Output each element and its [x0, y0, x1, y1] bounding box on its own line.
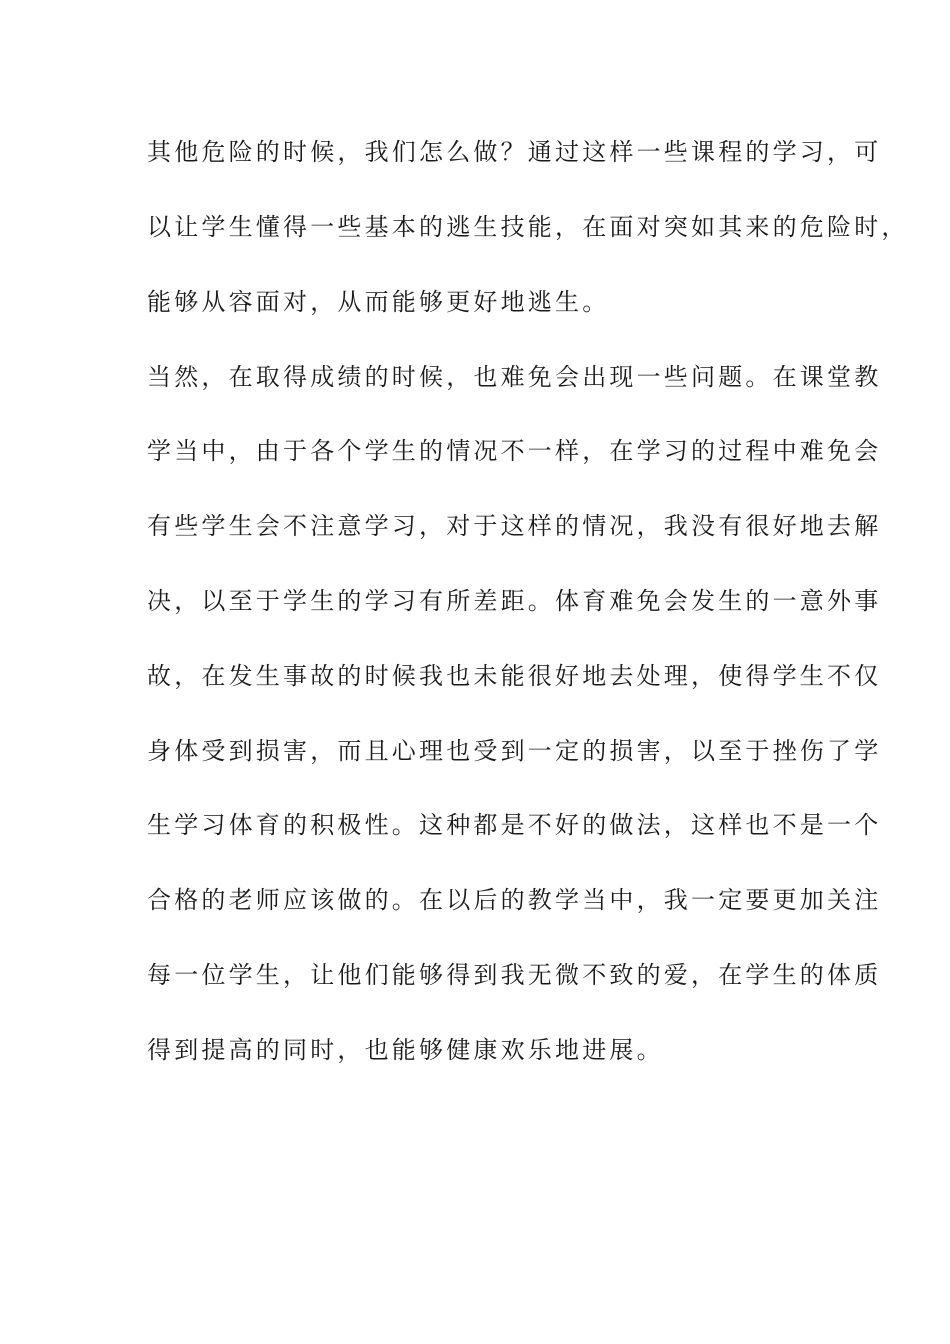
- text-line: 有些学生会不注意学习，对于这样的情况，我没有很好地去解: [147, 512, 882, 540]
- text-line: 每一位学生，让他们能够得到我无微不致的爱，在学生的体质: [147, 961, 882, 989]
- text-line: 以让学生懂得一些基本的逃生技能，在面对突如其来的危险时，: [147, 213, 909, 241]
- text-line: 决，以至于学生的学习有所差距。体育难免会发生的一意外事: [147, 587, 882, 615]
- text-line: 其他危险的时候，我们怎么做？通过这样一些课程的学习，可: [147, 138, 882, 166]
- text-line: 当然，在取得成绩的时候，也难免会出现一些问题。在课堂教: [147, 363, 882, 391]
- text-line: 故，在发生事故的时候我也未能很好地去处理，使得学生不仅: [147, 662, 882, 690]
- text-line: 学当中，由于各个学生的情况不一样，在学习的过程中难免会: [147, 437, 882, 465]
- text-line: 身体受到损害，而且心理也受到一定的损害，以至于挫伤了学: [147, 737, 882, 765]
- text-line: 能够从容面对，从而能够更好地逃生。: [147, 288, 610, 316]
- text-line: 生学习体育的积极性。这种都是不好的做法，这样也不是一个: [147, 811, 882, 839]
- text-line: 得到提高的同时，也能够健康欢乐地进展。: [147, 1036, 664, 1064]
- text-line: 合格的老师应该做的。在以后的教学当中，我一定要更加关注: [147, 886, 882, 914]
